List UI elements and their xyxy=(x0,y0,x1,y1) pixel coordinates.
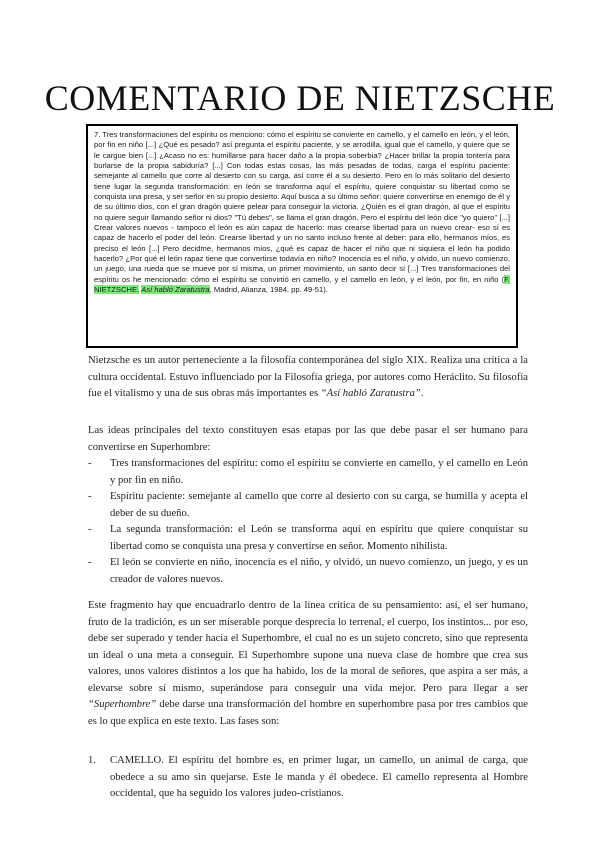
list-item-text: La segunda transformación: el León se transforma aquí en espíritu que quiere conquistar su libertad como se conquista una presa y convertirse en señor. Momento nihilista. xyxy=(110,524,528,552)
item-number: 1. xyxy=(88,755,96,766)
bullet-marker: - xyxy=(88,458,92,469)
context-text: Este fragmento hay que encuadrarlo dentro de la línea crítica de su pensamiento: así, el ser humano, fruto de la tradición, es un ser miserable porque desprecia lo terrenal, el cuerpo, los instintos... por eso, debe ser superado y tender hacia el Superhombre, el cual no es un sujeto concreto, sino que representa un ideal o una meta a conseguir. El Superhombre supone una nueva clase de hombre que crea sus valores, unos valores distintos a los que ha habido, los de la moral de señores, que aspira a ser más, a elevarse sobre sí mismo, superándose para conseguir una vida mejor. Pero para llegar a ser xyxy=(88,600,528,694)
quote-box: 7. Tres transformaciones del espíritu os menciono: cómo el espíritu se convierte en camello, y el camello en león, y el león, por fin en niño [...] ¿Qué es pesado? así pregunta el espíritu paciente, y se arrodilla, igual que el camello, y quiere que se le cargue bien [...] ¿Acaso no es: humillarse para hacer daño a la propia soberbia? ¿Hacer brillar la propia tontería para burlarse de la propia sabiduría? [...] Con todas estas cosas, las más pesadas de todas, carga el espíritu paciente: semejante al camello que corre al desierto con su carga, así corre él a su desierto. Pero en lo más solitario del desierto tiene lugar la segunda transformación: en león se transforma aquí el espíritu, quiere conquistar su libertad como se conquista una presa, y ser señor en su propio desierto. Aquí busca a su último señor: quiere convertirse en enemigo de él y de su último dios, con el gran dragón quiere pelear para conseguir la victoria. ¿Quién es el gran dragón, al que el espíritu no quiere seguir llamando señor ni dios? "Tú debes", se llama el gran dragón. Pero el espíritu del león dice "yo quiero" [...] Crear valores nuevos - tampoco el león es aún capaz de hacerlo: mas crearse libertad para un nuevo crear- eso sí es capaz de hacerlo el poder del león. Crearse libertad y un no santo incluso frente al deber: para ello, hermanos míos, es preciso el león [...] Pero decidme, hermanos míos, ¿qué es capaz de hacer el niño que ni siquiera el león ha podido hacerlo? ¿Por qué el león rapaz tiene que convertirse todavía en niño? Inocencia es el niño, y olvido, un nuevo comienzo, un juego, una rueda que se mueve por sí misma, un primer movimiento, un santo decir sí [...] Tres transformaciones del espíritu os he mencionado: cómo el espíritu se convirtió en camello, y el camello en león, y el león, por fin, en niño (F. NIETZSCHE. Así habló Zaratustra, Madrid, Alianza, 1984, pp. 49-51). xyxy=(86,124,518,348)
numbered-item xyxy=(88,753,528,803)
list-item xyxy=(88,522,528,555)
citation-rest: , Madrid, Alianza, 1984, pp. 49-51). xyxy=(209,285,328,295)
list-item xyxy=(88,555,528,588)
bullet-marker: - xyxy=(88,491,92,502)
superhombre-term: “Superhombre” xyxy=(88,699,157,710)
quote-text: 7. Tres transformaciones del espíritu os menciono: cómo el espíritu se convierte en camello, y el camello en león, y el león, por fin en niño [...] ¿Qué es pesado? así pregunta el espíritu paciente, y se arrodilla, igual que el camello, y quiere que se le cargue bien [...] ¿Acaso no es: humillarse para hacer daño a la propia soberbia? ¿Hacer brillar la propia tontería para burlarse de la propia sabiduría? [...] Con todas estas cosas, las más pesadas de todas, carga el espíritu paciente: semejante al camello que corre al desierto con su carga, así corre él a su desierto. Pero en lo más solitario del desierto tiene lugar la segunda transformación: en león se transforma aquí el espíritu, quiere conquistar su libertad como se conquista una presa, y ser señor en su propio desierto. Aquí busca a su último señor: quiere convertirse en enemigo de él y de su último dios, con el gran dragón quiere pelear para conseguir la victoria. ¿Quién es el gran dragón, al que el espíritu no quiere seguir llamando señor ni dios? "Tú debes", se llama el gran dragón. Pero el espíritu del león dice "yo quiero" [...] Crear valores nuevos - tampoco el león es aún capaz de hacerlo: mas crearse libertad para un nuevo crear- eso sí es capaz de hacerlo el poder del león. Crearse libertad y un no santo incluso frente al deber: para ello, hermanos míos, es preciso el león [...] Pero decidme, hermanos míos, ¿qué es capaz de hacer el niño que ni siquiera el león ha podido hacerlo? ¿Por qué el león rapaz tiene que convertirse todavía en niño? Inocencia es el niño, y olvido, un nuevo comienzo, un juego, una rueda que se mueve por sí misma, un primer movimiento, un santo decir sí [...] Tres transformaciones del espíritu os he mencionado: cómo el espíritu se convirtió en camello, y el camello en león, y el león, por fin, en niño xyxy=(94,130,510,284)
list-item xyxy=(88,456,528,489)
ideas-list xyxy=(88,456,528,588)
list-item-text: Espíritu paciente: semejante al camello que corre al desierto con su carga, se humilla y acepta el deber de su dueño. xyxy=(110,491,528,519)
bullet-marker: - xyxy=(88,524,92,535)
list-item xyxy=(88,489,528,522)
context-end: debe darse una transformación del hombre en superhombre pasa por tres cambios que es lo que explica en este texto. Las fases son: xyxy=(88,699,528,727)
numbered-item-text: CAMELLO. El espíritu del hombre es, en primer lugar, un camello, un animal de carga, que obedece a su amo sin quejarse. Este le manda y él obedece. El camello representa al Hombre occidental, que ha seguido los valores judeo-cristianos. xyxy=(110,755,528,799)
work-title: “Así habló Zaratustra” xyxy=(320,388,421,399)
bullet-marker: - xyxy=(88,557,92,568)
intro-text: Nietzsche es un autor perteneciente a la filosofía contemporánea del siglo XIX. Realiza una crítica a la cultura occidental. Estuvo influenciado por la Filosofía griega, por autores como Heráclito. Su filosofía fue el vitalismo y una de sus obras más importantes es xyxy=(88,355,528,399)
list-item-text: Tres transformaciones del espíritu: como el espíritu se convierte en camello, y el camello en León y por fin en niño. xyxy=(110,458,528,486)
phases-list xyxy=(88,753,528,803)
citation-title: Así habló Zaratustra xyxy=(141,285,210,295)
intro-paragraph xyxy=(88,353,528,403)
citation-author: F. NIETZSCHE. xyxy=(94,274,511,295)
context-paragraph xyxy=(88,598,528,730)
ideas-paragraph: Las ideas principales del texto constituyen esas etapas por las que debe pasar el ser humano para convertirse en Superhombre: xyxy=(88,425,528,453)
list-item-text: El león se convierte en niño, inocencia es el niño, y olvidó, un nuevo comienzo, un juego, y es un creador de valores nuevos. xyxy=(110,557,528,585)
page-title: COMENTARIO DE NIETZSCHE xyxy=(44,78,556,118)
intro-end: . xyxy=(420,388,424,399)
